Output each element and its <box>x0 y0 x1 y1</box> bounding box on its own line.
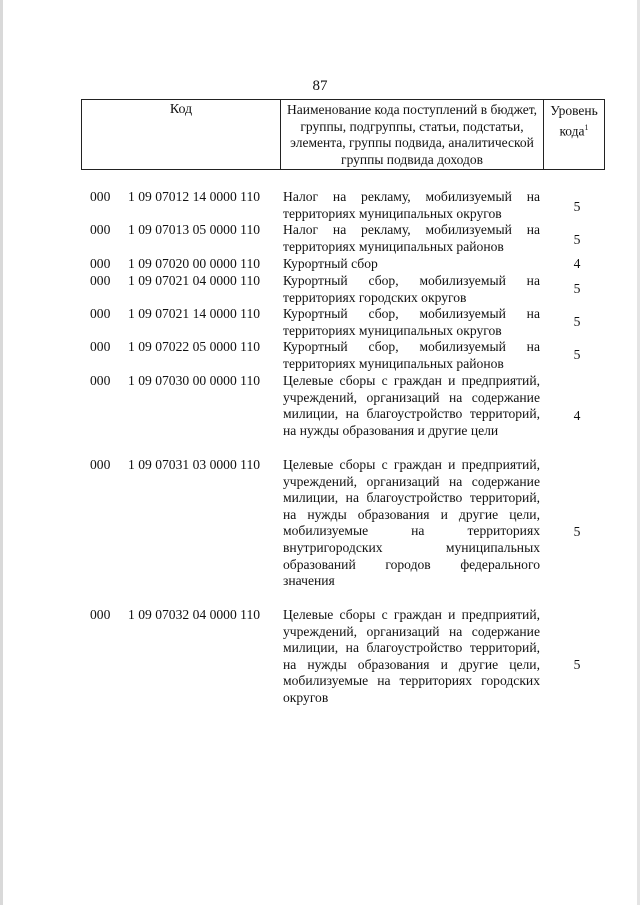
revenue-name: Курортный сбор, мобилизуемый на территориях городских округов <box>283 273 540 305</box>
revenue-code: 1 09 07030 00 0000 110 <box>128 373 261 388</box>
header-name: Наименование кода поступлений в бюджет, группы, подгруппы, статьи, подстатьи, элемента, группы подвида, аналитической группы подвида доходов <box>281 100 544 169</box>
admin-code: 000 <box>90 273 111 288</box>
admin-code: 000 <box>90 222 111 237</box>
code-level: 4 <box>573 408 581 423</box>
revenue-code: 1 09 07020 00 0000 110 <box>128 256 261 271</box>
revenue-code: 1 09 07021 14 0000 110 <box>128 306 261 321</box>
table-header <box>81 99 605 170</box>
admin-code: 000 <box>90 457 111 472</box>
code-level: 5 <box>573 657 581 672</box>
admin-code: 000 <box>90 373 111 388</box>
revenue-code: 1 09 07032 04 0000 110 <box>128 607 261 622</box>
revenue-name: Целевые сборы с граждан и предприятий, учреждений, организаций на содержание милиции, на благоустройство территорий, на нужды образования и другие цели <box>283 373 540 438</box>
admin-code: 000 <box>90 607 111 622</box>
code-level: 5 <box>573 314 581 329</box>
header-level-footnote: 1 <box>584 123 589 132</box>
revenue-name: Целевые сборы с граждан и предприятий, учреждений, организаций на содержание милиции, на благоустройство территорий, на нужды образования и другие цели, мобилизуемые на территориях городских округов <box>283 607 540 705</box>
code-level: 4 <box>573 256 581 271</box>
admin-code: 000 <box>90 339 111 354</box>
admin-code: 000 <box>90 256 111 271</box>
code-level: 5 <box>573 232 581 247</box>
revenue-name: Налог на рекламу, мобилизуемый на территориях муниципальных округов <box>283 189 540 221</box>
page-number: 87 <box>312 78 328 94</box>
header-level <box>544 100 604 169</box>
code-level: 5 <box>573 199 581 214</box>
header-level-label: Уровень кода <box>550 103 598 139</box>
revenue-code: 1 09 07022 05 0000 110 <box>128 339 261 354</box>
revenue-name: Курортный сбор <box>283 256 378 271</box>
scan-edge-left <box>0 0 3 905</box>
revenue-name: Налог на рекламу, мобилизуемый на территориях муниципальных районов <box>283 222 540 254</box>
revenue-code: 1 09 07012 14 0000 110 <box>128 189 261 204</box>
code-level: 5 <box>573 524 581 539</box>
revenue-code: 1 09 07013 05 0000 110 <box>128 222 261 237</box>
code-level: 5 <box>573 281 581 296</box>
admin-code: 000 <box>90 189 111 204</box>
revenue-name: Курортный сбор, мобилизуемый на территориях муниципальных районов <box>283 339 540 371</box>
revenue-name: Целевые сборы с граждан и предприятий, учреждений, организаций на содержание милиции, на благоустройство территорий, на нужды образования и другие цели, мобилизуемые на территориях внутригородских муниципальных образований городов федерального значения <box>283 457 540 589</box>
admin-code: 000 <box>90 306 111 321</box>
revenue-code: 1 09 07031 03 0000 110 <box>128 457 261 472</box>
code-level: 5 <box>573 347 581 362</box>
header-code: Код <box>82 100 281 169</box>
revenue-code: 1 09 07021 04 0000 110 <box>128 273 261 288</box>
revenue-name: Курортный сбор, мобилизуемый на территориях муниципальных округов <box>283 306 540 338</box>
